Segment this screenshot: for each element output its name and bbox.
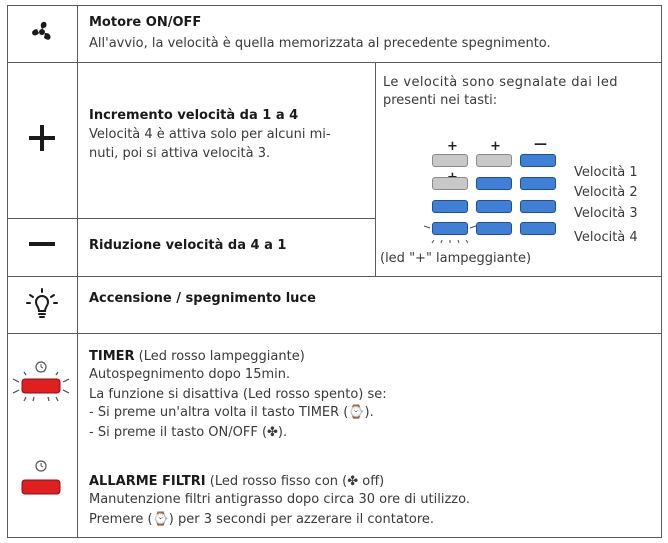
timer-label: TIMER <box>89 349 135 364</box>
red-led-icon <box>12 458 70 498</box>
minus-icon <box>27 238 57 250</box>
light-bulb-icon <box>25 287 59 323</box>
timer-line-4: - Si preme un'altra volta il tasto TIMER (⌚). <box>89 405 374 420</box>
blinking-led-note: (led "+" lampeggiante) <box>380 251 532 266</box>
motor-description: All'avvio, la velocità è quella memorizzata al precedente spegnimento. <box>89 36 551 51</box>
speed-label-4: Velocità 4 <box>574 230 638 245</box>
filters-label-suffix: (Led rosso fisso con (✤ off) <box>205 474 385 489</box>
red-led-blinking-icon <box>12 360 70 410</box>
timer-line-2: Autospegnimento dopo 15min. <box>89 367 291 382</box>
timer-line-3: La funzione si disattiva (Led rosso spento) se: <box>89 387 387 402</box>
fan-icon <box>27 18 57 46</box>
timer-title <box>89 348 305 365</box>
increase-title: Incremento velocità da 1 a 4 <box>89 108 299 123</box>
filters-title <box>89 473 384 490</box>
led-key <box>476 154 512 167</box>
led-key <box>520 154 556 167</box>
led-key <box>520 200 556 213</box>
filters-line-3: Premere (⌚) per 3 secondi per azzerare il contatore. <box>89 512 435 527</box>
plus-key-sign: + <box>447 139 458 154</box>
speed-label-1: Velocità 1 <box>574 165 638 180</box>
increase-description-line2: nuti, poi si attiva velocità 3. <box>89 146 271 161</box>
speed-label-2: Velocità 2 <box>574 185 638 200</box>
speed-label-3: Velocità 3 <box>574 206 638 221</box>
led-key <box>476 200 512 213</box>
led-key <box>520 222 556 235</box>
led-key <box>476 177 512 190</box>
led-key <box>520 177 556 190</box>
speeds-intro-line1: Le velocità sono segnalate dai led <box>383 75 618 90</box>
minus-key-sign: — <box>534 137 547 152</box>
light-title: Accensione / spegnimento luce <box>89 291 316 306</box>
motor-title: Motore ON/OFF <box>89 15 202 30</box>
led-key <box>432 177 468 190</box>
timer-label-suffix: (Led rosso lampeggiante) <box>134 349 305 364</box>
blink-rays-icon <box>422 212 478 244</box>
speeds-intro-line2: presenti nei tasti: <box>383 93 498 108</box>
filters-label: ALLARME FILTRI <box>89 474 206 489</box>
plus-icon <box>27 123 57 153</box>
led-key <box>432 154 468 167</box>
decrease-title: Riduzione velocità da 4 a 1 <box>89 238 287 253</box>
filters-line-2: Manutenzione filtri antigrasso dopo circa 30 ore di utilizzo. <box>89 492 470 507</box>
led-key <box>476 222 512 235</box>
plus-key-sign: + <box>490 139 501 154</box>
timer-line-5: - Si preme il tasto ON/OFF (✤). <box>89 425 288 440</box>
increase-description-line1: Velocità 4 è attiva solo per alcuni mi- <box>89 127 331 142</box>
